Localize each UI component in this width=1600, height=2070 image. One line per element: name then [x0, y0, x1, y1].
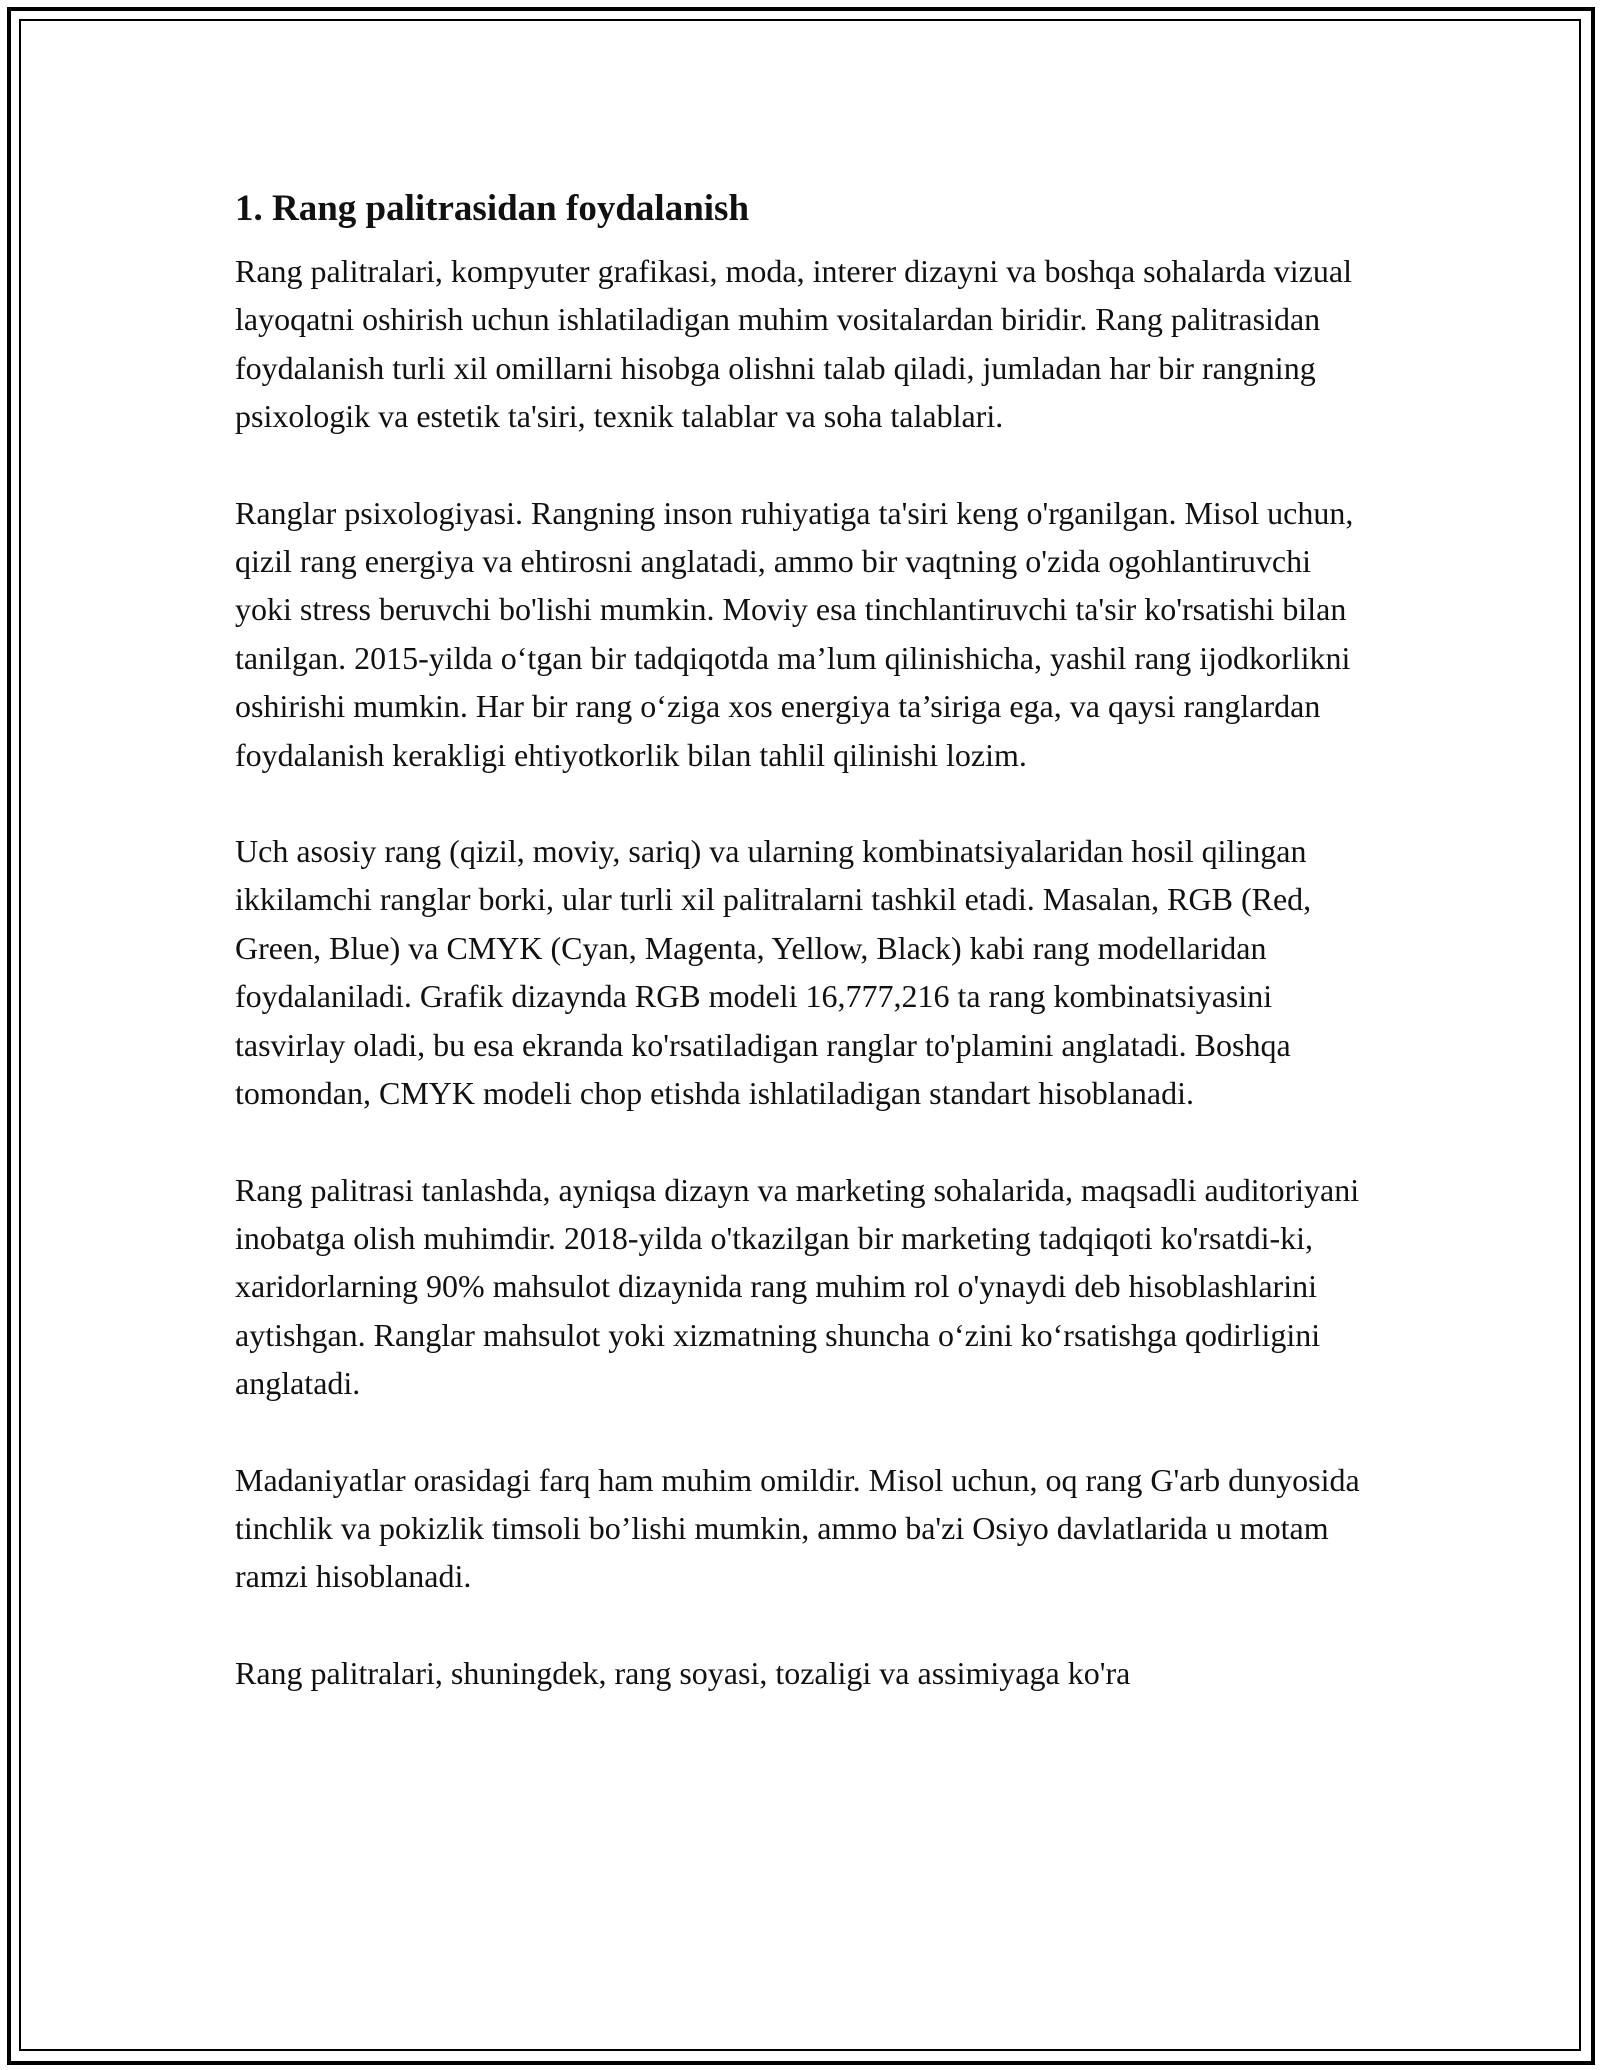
paragraph-culture: Madaniyatlar orasidagi farq ham muhim omildir. Misol uchun, oq rang G'arb dunyosida tinchlik va pokizlik timsoli bo’lishi mumkin, ammo ba'zi Osiyo davlatlarida u motam ramzi hisoblanadi.	[235, 1461, 1360, 1595]
paragraph-palette-continued: Rang palitralari, shuningdek, rang soyasi, tozaligi va assimiyaga ko'ra	[235, 1654, 1131, 1691]
paragraph-color-models: Uch asosiy rang (qizil, moviy, sariq) va ularning kombinatsiyalaridan hosil qilingan ikkilamchi ranglar borki, ular turli xil palitralarni tashkil etadi. Masalan, RGB (Red, Green, Blue) va CMYK (Cyan, Magenta, Yellow, Black) kabi rang modellaridan foydalaniladi. Grafik dizaynda RGB modeli 16,777,216 ta rang kombinatsiyasini tasvirlay oladi, bu esa ekranda ko'rsatiladigan ranglar to'plamini anglatadi. Boshqa tomondan, CMYK modeli chop etishda ishlatiladigan standart hisoblanadi.	[235, 833, 1312, 1112]
paragraph-marketing: Rang palitrasi tanlashda, ayniqsa dizayn va marketing sohalarida, maqsadli auditoriyani inobatga olish muhimdir. 2018-yilda o'tkazilgan bir marketing tadqiqoti ko'rsatdi-ki, xaridorlarning 90% mahsulot dizaynida rang muhim rol o'ynaydi deb hisoblashlarini aytishgan. Ranglar mahsulot yoki xizmatning shuncha o‘zini ko‘rsatishga qodirligini anglatadi.	[235, 1171, 1360, 1402]
document-body	[235, 185, 1375, 1745]
paragraph-psychology: Ranglar psixologiyasi. Rangning inson ruhiyatiga ta'siri keng o'rganilgan. Misol uchun, qizil rang energiya va ehtirosni anglatadi, ammo bir vaqtning o'zida ogohlantiruvchi yoki stress beruvchi bo'lishi mumkin. Moviy esa tinchlantiruvchi ta'sir ko'rsatishi bilan tanilgan. 2015-yilda o‘tgan bir tadqiqotda ma’lum qilinishicha, yashil rang ijodkorlikni oshirishi mumkin. Har bir rang o‘ziga xos energiya ta’siriga ega, va qaysi ranglardan foydalanish kerakligi ehtiyotkorlik bilan tahlil qilinishi lozim.	[235, 494, 1354, 773]
section-heading: 1. Rang palitrasidan foydalanish	[235, 188, 750, 229]
paragraph-intro: Rang palitralari, kompyuter grafikasi, moda, interer dizayni va boshqa sohalarda vizual layoqatni oshirish uchun ishlatiladigan muhim vositalardan biridir. Rang palitrasidan foydalanish turli xil omillarni hisobga olishni talab qiladi, jumladan har bir rangning psixologik va estetik ta'siri, texnik talablar va soha talablari.	[235, 253, 1352, 435]
